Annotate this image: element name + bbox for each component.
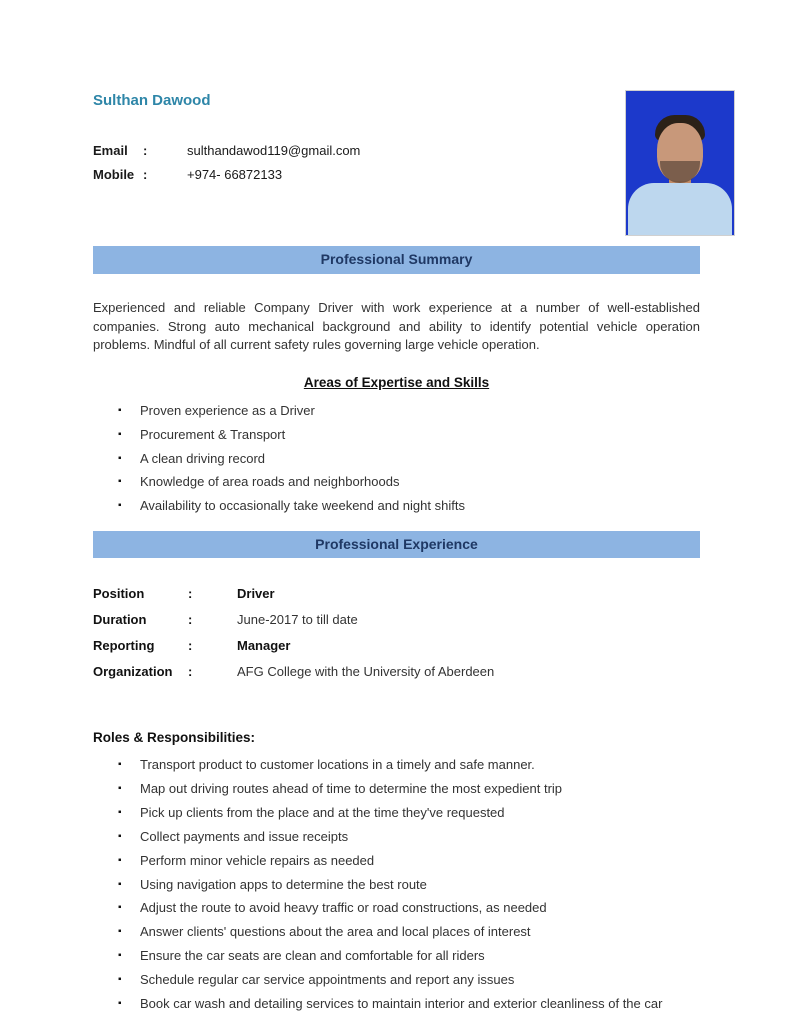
email-colon: : (143, 142, 148, 158)
skills-list-item-text: Procurement & Transport (140, 426, 286, 442)
section-header-professional-experience: Professional Experience (93, 531, 700, 558)
profile-photo (625, 90, 735, 236)
mobile-value: +974- 66872133 (187, 166, 283, 182)
square-bullet-icon (118, 828, 140, 846)
square-bullet-icon (118, 473, 140, 491)
position-value: Driver (237, 586, 275, 602)
roles-list-item-text: Ensure the car seats are clean and comfortable for all riders (140, 948, 485, 964)
skills-list (93, 402, 700, 516)
mobile-label: Mobile (93, 166, 135, 182)
skills-list-item-text: Proven experience as a Driver (140, 402, 315, 418)
square-bullet-icon (118, 450, 140, 468)
square-bullet-icon (118, 995, 140, 1013)
photo-beard-shape (660, 161, 700, 183)
contact-row-email (93, 142, 700, 161)
roles-list-item-text: Using navigation apps to determine the best route (140, 876, 427, 892)
roles-list-item-text: Adjust the route to avoid heavy traffic or road constructions, as needed (140, 900, 547, 916)
roles-list-item (93, 876, 700, 895)
reporting-label: Reporting (93, 638, 155, 654)
skills-section-title: Areas of Expertise and Skills (303, 375, 490, 391)
skills-list-item-text: Knowledge of area roads and neighborhoods (140, 474, 400, 490)
roles-list-item-text: Collect payments and issue receipts (140, 828, 349, 844)
summary-paragraph: Experienced and reliable Company Driver with work experience at a number of well-established companies. Strong auto mechanical background and ability to identify potential vehicle operation problems. Mindful of all current safety rules governing large vehicle operation. (93, 299, 700, 353)
organization-colon: : (188, 663, 193, 679)
experience-row-position (93, 585, 700, 604)
skills-list-item-text: A clean driving record (140, 450, 266, 466)
reporting-value: Manager (237, 638, 291, 654)
skills-list-item-text: Availability to occasionally take weekend and night shifts (140, 498, 465, 514)
roles-section-title: Roles & Responsibilities: (93, 729, 256, 745)
roles-list-item (93, 899, 700, 918)
roles-list-item-text: Perform minor vehicle repairs as needed (140, 852, 375, 868)
roles-list-item-text: Schedule regular car service appointments and report any issues (140, 971, 515, 987)
square-bullet-icon (118, 947, 140, 965)
roles-list-item (93, 828, 700, 847)
roles-list-item (93, 804, 700, 823)
skills-list-item (93, 497, 700, 516)
duration-label: Duration (93, 612, 147, 628)
skills-list-item (93, 402, 700, 421)
square-bullet-icon (118, 426, 140, 444)
duration-colon: : (188, 612, 193, 628)
roles-list-item (93, 852, 700, 871)
roles-list-item (93, 923, 700, 942)
roles-list-item (93, 995, 700, 1014)
square-bullet-icon (118, 852, 140, 870)
roles-list-item (93, 756, 700, 775)
roles-list-item-text: Answer clients' questions about the area and local places of interest (140, 924, 531, 940)
square-bullet-icon (118, 756, 140, 774)
section-header-professional-summary: Professional Summary (93, 246, 700, 273)
experience-details (93, 585, 700, 681)
roles-list-item (93, 780, 700, 799)
email-value: sulthandawod119@gmail.com (187, 142, 361, 158)
contact-row-mobile (93, 166, 700, 185)
skills-list-item (93, 450, 700, 469)
mobile-colon: : (143, 166, 148, 182)
experience-row-organization (93, 663, 700, 682)
candidate-name: Sulthan Dawood (93, 92, 211, 109)
roles-list (93, 756, 700, 1013)
square-bullet-icon (118, 971, 140, 989)
roles-list-item-text: Book car wash and detailing services to maintain interior and exterior cleanliness of the car (140, 995, 663, 1011)
square-bullet-icon (118, 876, 140, 894)
experience-row-reporting (93, 637, 700, 656)
experience-row-duration (93, 611, 700, 630)
position-label: Position (93, 586, 145, 602)
square-bullet-icon (118, 923, 140, 941)
square-bullet-icon (118, 899, 140, 917)
square-bullet-icon (118, 402, 140, 420)
roles-list-item-text: Transport product to customer locations in a timely and safe manner. (140, 757, 535, 773)
square-bullet-icon (118, 497, 140, 515)
organization-label: Organization (93, 663, 173, 679)
square-bullet-icon (118, 804, 140, 822)
roles-list-item-text: Pick up clients from the place and at the time they've requested (140, 804, 505, 820)
duration-value: June-2017 to till date (237, 612, 358, 628)
roles-list-item (93, 971, 700, 990)
email-label: Email (93, 142, 128, 158)
roles-list-item-text: Map out driving routes ahead of time to determine the most expedient trip (140, 781, 563, 797)
photo-shirt-shape (628, 183, 732, 236)
square-bullet-icon (118, 780, 140, 798)
position-colon: : (188, 586, 193, 602)
roles-list-item (93, 947, 700, 966)
skills-list-item (93, 426, 700, 445)
reporting-colon: : (188, 638, 193, 654)
organization-value: AFG College with the University of Aberdeen (237, 663, 495, 679)
skills-list-item (93, 473, 700, 492)
